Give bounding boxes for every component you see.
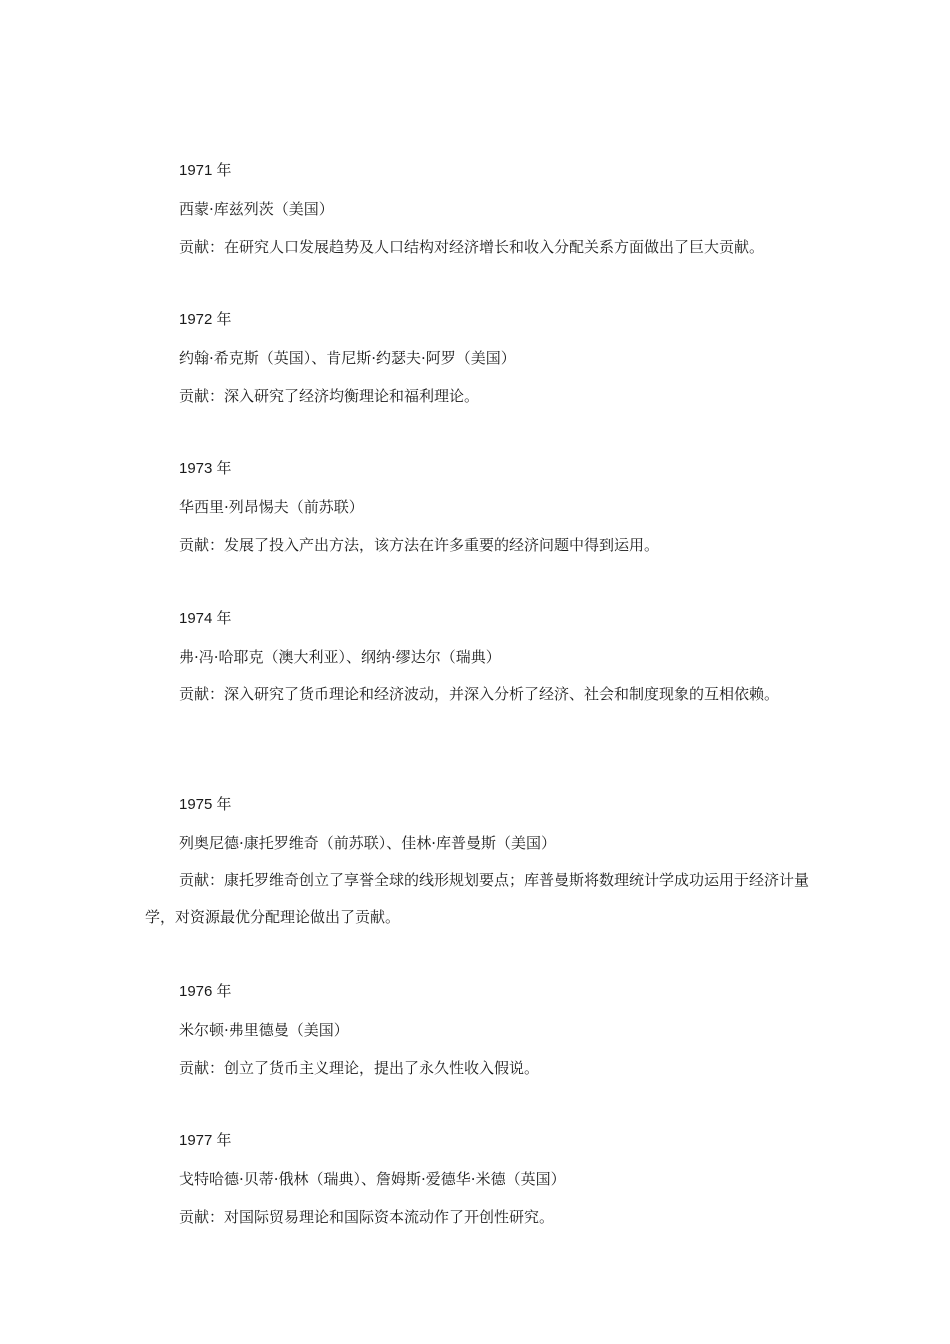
contribution-text: 贡献：深入研究了经济均衡理论和福利理论。 xyxy=(179,387,480,405)
contribution-text: 贡献：康托罗维奇创立了享誉全球的线形规划要点；库普曼斯将数理统计学成功运用于经济计量学，对资源最优分配理论做出了贡献。 xyxy=(145,871,810,926)
laureates-line: 弗·冯·哈耶克（澳大利亚）、纲纳·缪达尔（瑞典） xyxy=(179,648,501,666)
laureates-line: 华西里·列昂惕夫（前苏联） xyxy=(179,498,364,516)
laureates-line: 列奥尼德·康托罗维奇（前苏联）、佳林·库普曼斯（美国） xyxy=(179,834,557,852)
entry-1976 xyxy=(145,982,825,1078)
contribution-text: 贡献：对国际贸易理论和国际资本流动作了开创性研究。 xyxy=(179,1208,555,1226)
entry-1974 xyxy=(145,609,825,713)
year-heading: 1976 年 xyxy=(179,983,232,1000)
laureates-line: 戈特哈德·贝蒂·俄林（瑞典）、詹姆斯·爱德华·米德（英国） xyxy=(179,1170,566,1188)
year-heading: 1972 年 xyxy=(179,311,232,328)
entry-1973 xyxy=(145,459,825,555)
year-heading: 1971 年 xyxy=(179,162,232,179)
laureates-line: 米尔顿·弗里德曼（美国） xyxy=(179,1021,349,1039)
year-heading: 1977 年 xyxy=(179,1132,232,1149)
entry-1977 xyxy=(145,1131,825,1227)
entry-1972 xyxy=(145,310,825,406)
laureates-line: 西蒙·库兹列茨（美国） xyxy=(179,200,334,218)
contribution-text: 贡献：在研究人口发展趋势及人口结构对经济增长和收入分配关系方面做出了巨大贡献。 xyxy=(179,238,765,256)
year-heading: 1975 年 xyxy=(179,796,232,813)
entry-1971 xyxy=(145,161,825,257)
contribution-text: 贡献：创立了货币主义理论，提出了永久性收入假说。 xyxy=(179,1059,540,1077)
entry-1975 xyxy=(145,795,825,936)
year-heading: 1973 年 xyxy=(179,460,232,477)
laureates-line: 约翰·希克斯（英国）、肯尼斯·约瑟夫·阿罗（美国） xyxy=(179,349,516,367)
year-heading: 1974 年 xyxy=(179,610,232,627)
contribution-text: 贡献：深入研究了货币理论和经济波动，并深入分析了经济、社会和制度现象的互相依赖。 xyxy=(179,685,780,703)
contribution-text: 贡献：发展了投入产出方法，该方法在许多重要的经济问题中得到运用。 xyxy=(179,536,660,554)
